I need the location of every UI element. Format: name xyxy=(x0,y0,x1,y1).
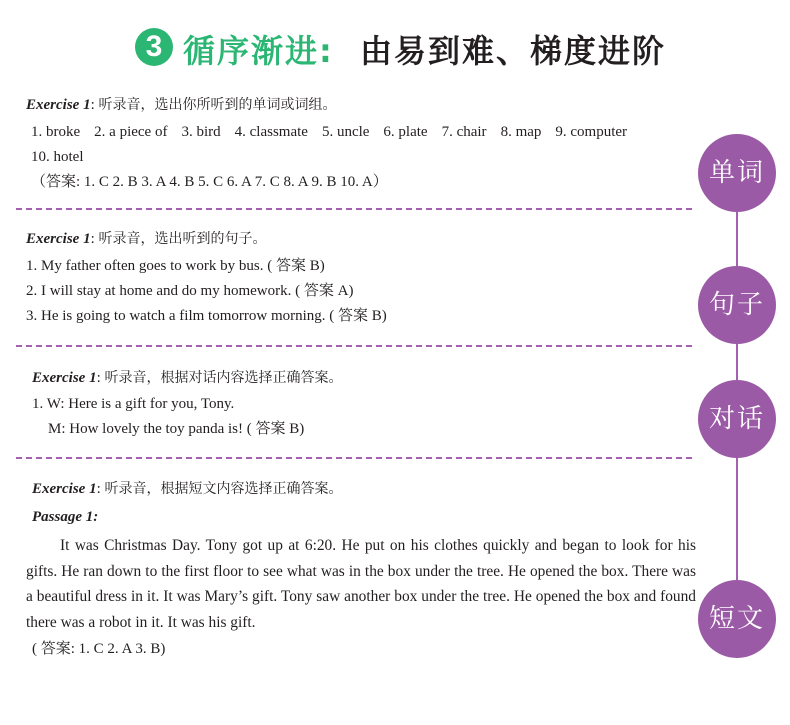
passage-label: Passage 1: xyxy=(32,509,99,525)
sentences-section xyxy=(26,229,696,329)
page-title-dark: 由易到难、梯度进阶 xyxy=(360,32,667,70)
side-label-dialogue: 对话 xyxy=(698,380,776,458)
exercise-label: Exercise 1 xyxy=(32,370,97,386)
word-item: 8. map xyxy=(500,124,542,140)
passage-section xyxy=(26,479,696,525)
colon: : xyxy=(90,97,95,113)
word-item: 9. computer xyxy=(555,124,628,140)
section-number-badge: 3 xyxy=(135,28,173,66)
passage-text-block xyxy=(26,533,696,635)
word-item: 6. plate xyxy=(383,124,428,140)
side-label-passage: 短文 xyxy=(698,580,776,658)
word-item: 4. classmate xyxy=(234,124,308,140)
exercise-label: Exercise 1 xyxy=(26,231,91,247)
exercise-instruction: 听录音，选出听到的句子。 xyxy=(98,231,267,247)
answer-key: （答案: 1. C 2. B 3. A 4. B 5. C 6. A 7. C 8. A 9. B 10. A） xyxy=(31,174,388,190)
colon: : xyxy=(96,370,101,386)
side-label-words: 单词 xyxy=(698,134,776,212)
word-item: 3. bird xyxy=(181,124,221,140)
exercise-heading xyxy=(26,95,696,115)
exercise-heading xyxy=(26,229,696,249)
sentence-line: 2. I will stay at home and do my homework. ( 答案 A) xyxy=(26,283,354,299)
exercise-instruction: 听录音，选出你所听到的单词或词组。 xyxy=(98,97,337,113)
exercise-heading xyxy=(32,368,696,388)
word-item: 5. uncle xyxy=(321,124,370,140)
dialogue-section xyxy=(26,368,696,448)
sentence-line: 1. My father often goes to work by bus. ( 答案 B) xyxy=(26,258,325,274)
section-divider xyxy=(16,457,692,459)
colon: : xyxy=(96,481,101,497)
sentence-line: 3. He is going to watch a film tomorrow morning. ( 答案 B) xyxy=(26,308,387,324)
exercise-heading xyxy=(32,479,696,499)
dialogue-line: M: How lovely the toy panda is! ( 答案 B) xyxy=(48,421,305,437)
side-label-sentences: 句子 xyxy=(698,266,776,344)
exercise-label: Exercise 1 xyxy=(26,97,91,113)
colon: : xyxy=(90,231,95,247)
exercise-instruction: 听录音，根据对话内容选择正确答案。 xyxy=(104,370,343,386)
word-list xyxy=(31,122,696,142)
word-item: 7. chair xyxy=(441,124,487,140)
exercise-label: Exercise 1 xyxy=(32,481,97,497)
dialogue-line: 1. W: Here is a gift for you, Tony. xyxy=(32,396,235,412)
page-title-green: 循序渐进: xyxy=(183,32,334,70)
word-item: 1. broke xyxy=(31,124,81,140)
exercise-instruction: 听录音，根据短文内容选择正确答案。 xyxy=(104,481,343,497)
words-section xyxy=(26,95,696,195)
word-item: 2. a piece of xyxy=(94,124,168,140)
answer-key: ( 答案: 1. C 2. A 3. B) xyxy=(32,641,166,657)
section-divider xyxy=(16,208,692,210)
section-divider xyxy=(16,345,692,347)
word-item: 10. hotel xyxy=(31,149,84,165)
passage-text: It was Christmas Day. Tony got up at 6:20. He put on his clothes quickly and began to look for his gifts. He ran down to the first floor to see what was in the box under the tree. He opened the box. There was a beautiful dress in it. It was Mary’s gift. Tony saw another box under the tree. He opened the box and found there was a robot in it. It was his gift. xyxy=(26,537,696,631)
page-header xyxy=(0,22,790,74)
